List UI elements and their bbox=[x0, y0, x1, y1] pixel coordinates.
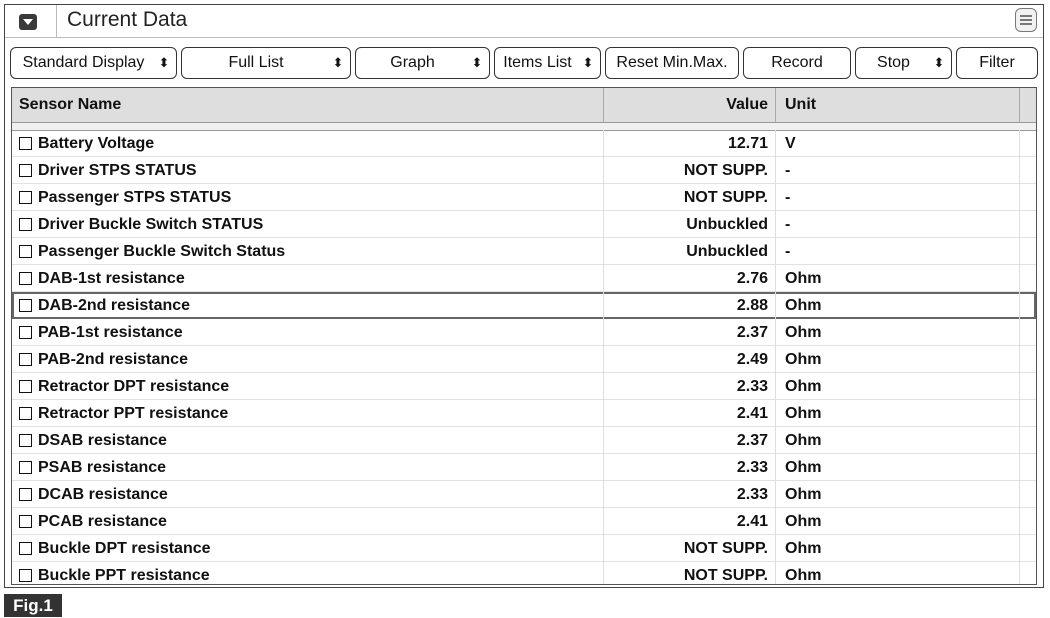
sensor-name: Retractor PPT resistance bbox=[38, 405, 229, 422]
sensor-unit: Ohm bbox=[776, 427, 1020, 454]
full-list-select[interactable]: Full List ⬍ bbox=[181, 47, 351, 79]
row-checkbox[interactable] bbox=[19, 407, 32, 420]
table-header bbox=[12, 88, 1036, 123]
sensor-name-cell bbox=[12, 130, 604, 157]
reset-min-max-button[interactable]: Reset Min.Max. bbox=[605, 47, 739, 79]
sensor-name-cell bbox=[12, 157, 604, 184]
toolbar bbox=[5, 47, 1043, 81]
filter-button[interactable]: Filter bbox=[956, 47, 1038, 79]
sensor-value: NOT SUPP. bbox=[604, 184, 776, 211]
standard-display-select[interactable]: Standard Display ⬍ bbox=[10, 47, 177, 79]
table-row[interactable] bbox=[12, 238, 1036, 265]
sensor-name: DCAB resistance bbox=[38, 486, 168, 503]
row-checkbox[interactable] bbox=[19, 326, 32, 339]
sensor-name: Buckle PPT resistance bbox=[38, 567, 210, 584]
figure-label: Fig.1 bbox=[4, 594, 62, 617]
table-row[interactable] bbox=[12, 508, 1036, 535]
sensor-name: Battery Voltage bbox=[38, 135, 155, 152]
sensor-name-cell bbox=[12, 211, 604, 238]
sensor-unit: Ohm bbox=[776, 346, 1020, 373]
sensor-unit: - bbox=[776, 157, 1020, 184]
sensor-unit: Ohm bbox=[776, 319, 1020, 346]
menu-icon[interactable] bbox=[1015, 8, 1037, 32]
updown-arrow-icon: ⬍ bbox=[332, 55, 344, 70]
updown-arrow-icon: ⬍ bbox=[582, 55, 594, 70]
table-row[interactable] bbox=[12, 157, 1036, 184]
sensor-unit: - bbox=[776, 238, 1020, 265]
updown-arrow-icon: ⬍ bbox=[471, 55, 483, 70]
table-row[interactable] bbox=[12, 373, 1036, 400]
column-header-sensor-name[interactable]: Sensor Name bbox=[12, 88, 604, 122]
graph-select[interactable]: Graph ⬍ bbox=[355, 47, 490, 79]
sensor-value: 2.41 bbox=[604, 508, 776, 535]
sensor-name: DAB-2nd resistance bbox=[38, 297, 191, 314]
table-row[interactable] bbox=[12, 427, 1036, 454]
sensor-value: 2.49 bbox=[604, 346, 776, 373]
row-checkbox[interactable] bbox=[19, 272, 32, 285]
table-row[interactable] bbox=[12, 400, 1036, 427]
sensor-value: 2.33 bbox=[604, 481, 776, 508]
sensor-unit: Ohm bbox=[776, 265, 1020, 292]
sensor-unit: Ohm bbox=[776, 400, 1020, 427]
sensor-value: 2.33 bbox=[604, 454, 776, 481]
row-checkbox[interactable] bbox=[19, 353, 32, 366]
table-body bbox=[12, 130, 1036, 585]
sensor-unit: Ohm bbox=[776, 562, 1020, 585]
sensor-name-cell bbox=[12, 454, 604, 481]
table-row[interactable] bbox=[12, 265, 1036, 292]
sensor-name: PCAB resistance bbox=[38, 513, 167, 530]
sensor-unit: Ohm bbox=[776, 373, 1020, 400]
sensor-name-cell bbox=[12, 265, 604, 292]
row-checkbox[interactable] bbox=[19, 569, 32, 582]
panel-titlebar bbox=[5, 5, 1043, 38]
row-checkbox[interactable] bbox=[19, 461, 32, 474]
sensor-unit: Ohm bbox=[776, 535, 1020, 562]
sensor-unit: Ohm bbox=[776, 481, 1020, 508]
sensor-name-cell bbox=[12, 535, 604, 562]
sensor-unit: Ohm bbox=[776, 292, 1020, 319]
sensor-name: Passenger Buckle Switch Status bbox=[38, 243, 286, 260]
sensor-value: NOT SUPP. bbox=[604, 562, 776, 585]
row-checkbox[interactable] bbox=[19, 515, 32, 528]
row-checkbox[interactable] bbox=[19, 218, 32, 231]
stop-select[interactable]: Stop ⬍ bbox=[855, 47, 952, 79]
row-checkbox[interactable] bbox=[19, 137, 32, 150]
sensor-value: 2.33 bbox=[604, 373, 776, 400]
sensor-value: NOT SUPP. bbox=[604, 535, 776, 562]
sensor-value: 2.76 bbox=[604, 265, 776, 292]
sensor-name-cell bbox=[12, 508, 604, 535]
sensor-value: 2.37 bbox=[604, 319, 776, 346]
table-row[interactable] bbox=[12, 562, 1036, 585]
row-checkbox[interactable] bbox=[19, 434, 32, 447]
sensor-name-cell bbox=[12, 373, 604, 400]
row-checkbox[interactable] bbox=[19, 542, 32, 555]
sensor-value: NOT SUPP. bbox=[604, 157, 776, 184]
sensor-name: DAB-1st resistance bbox=[38, 270, 185, 287]
table-row[interactable] bbox=[12, 292, 1036, 319]
table-row[interactable] bbox=[12, 184, 1036, 211]
sensor-name-cell bbox=[12, 400, 604, 427]
sensor-name: Buckle DPT resistance bbox=[38, 540, 211, 557]
table-row[interactable] bbox=[12, 319, 1036, 346]
sensor-name-cell bbox=[12, 292, 604, 319]
sensor-value: 2.41 bbox=[604, 400, 776, 427]
column-header-value[interactable]: Value bbox=[604, 88, 776, 122]
row-checkbox[interactable] bbox=[19, 488, 32, 501]
sensor-name-cell bbox=[12, 319, 604, 346]
sensor-unit: V bbox=[776, 130, 1020, 157]
sensor-unit: Ohm bbox=[776, 454, 1020, 481]
sensor-name: PAB-2nd resistance bbox=[38, 351, 188, 368]
updown-arrow-icon: ⬍ bbox=[158, 55, 170, 70]
sensor-value: 12.71 bbox=[604, 130, 776, 157]
column-header-unit[interactable]: Unit bbox=[776, 88, 1020, 122]
sensor-name-cell bbox=[12, 481, 604, 508]
row-checkbox[interactable] bbox=[19, 164, 32, 177]
row-checkbox[interactable] bbox=[19, 380, 32, 393]
sensor-name-cell bbox=[12, 238, 604, 265]
sensor-value: Unbuckled bbox=[604, 238, 776, 265]
title-divider bbox=[56, 5, 57, 37]
sensor-name: Retractor DPT resistance bbox=[38, 378, 230, 395]
sensor-name-cell bbox=[12, 427, 604, 454]
table-row[interactable] bbox=[12, 346, 1036, 373]
items-list-select[interactable]: Items List ⬍ bbox=[494, 47, 601, 79]
table-row[interactable] bbox=[12, 535, 1036, 562]
sensor-name-cell bbox=[12, 346, 604, 373]
panel-title: Current Data bbox=[67, 8, 188, 31]
row-checkbox[interactable] bbox=[19, 299, 32, 312]
table-row[interactable] bbox=[12, 211, 1036, 238]
sensor-value: 2.37 bbox=[604, 427, 776, 454]
table-row[interactable] bbox=[12, 454, 1036, 481]
sensor-unit: Ohm bbox=[776, 508, 1020, 535]
sensor-name: Driver STPS STATUS bbox=[38, 162, 197, 179]
sensor-name: DSAB resistance bbox=[38, 432, 167, 449]
row-checkbox[interactable] bbox=[19, 245, 32, 258]
current-data-panel bbox=[4, 4, 1044, 588]
sensor-value: Unbuckled bbox=[604, 211, 776, 238]
sensor-name-cell bbox=[12, 562, 604, 585]
table-row[interactable] bbox=[12, 481, 1036, 508]
row-checkbox[interactable] bbox=[19, 191, 32, 204]
sensor-name: Driver Buckle Switch STATUS bbox=[38, 216, 264, 233]
sensor-name: Passenger STPS STATUS bbox=[38, 189, 232, 206]
table-row[interactable] bbox=[12, 130, 1036, 157]
sensor-name-cell bbox=[12, 184, 604, 211]
sensor-value: 2.88 bbox=[604, 292, 776, 319]
sensor-unit: - bbox=[776, 211, 1020, 238]
sensor-unit: - bbox=[776, 184, 1020, 211]
collapse-arrow-icon[interactable] bbox=[19, 14, 37, 30]
updown-arrow-icon: ⬍ bbox=[933, 55, 945, 70]
sensor-name: PSAB resistance bbox=[38, 459, 167, 476]
record-button[interactable]: Record bbox=[743, 47, 851, 79]
sensor-data-table bbox=[11, 87, 1037, 585]
sensor-name: PAB-1st resistance bbox=[38, 324, 183, 341]
